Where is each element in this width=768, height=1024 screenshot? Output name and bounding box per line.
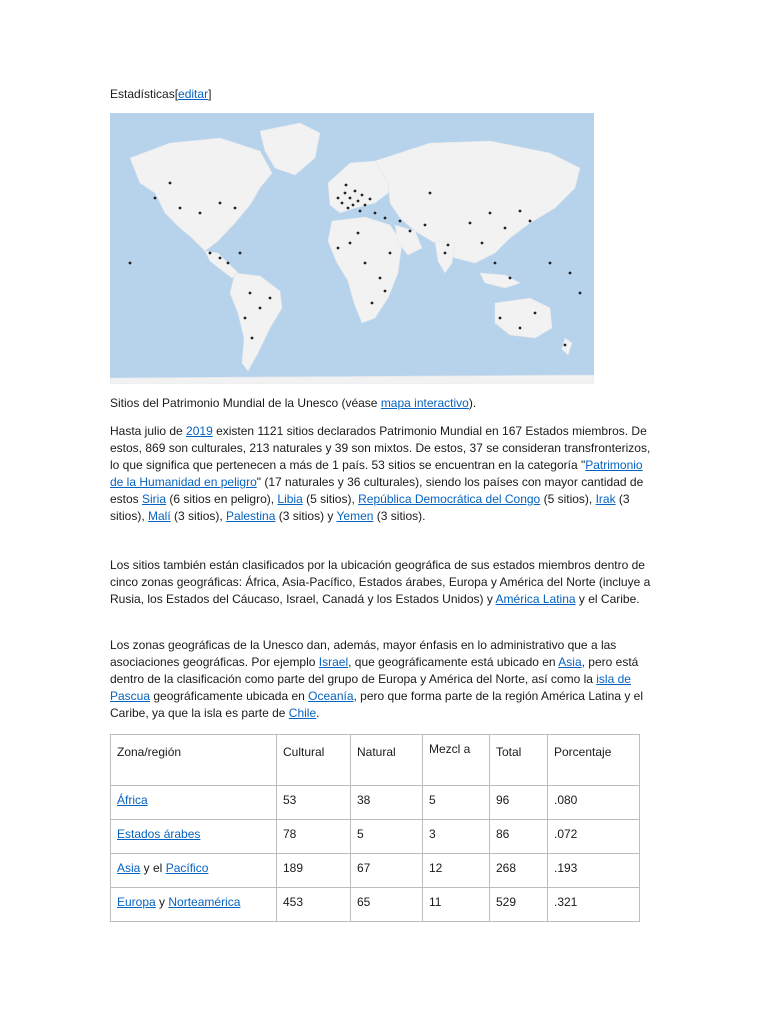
cell-pct: .080 (548, 786, 640, 820)
cell-pct: .193 (548, 854, 640, 888)
header-natural: Natural (351, 735, 423, 786)
header-mezcla: Mezcl a (423, 735, 490, 786)
cell-zone: Europa y Norteamérica (111, 888, 277, 922)
world-heritage-map (110, 113, 594, 384)
cell-mixto: 5 (423, 786, 490, 820)
link-siria[interactable]: Siria (142, 492, 167, 506)
link-mali[interactable]: Malí (148, 509, 171, 523)
heading-text: Estadísticas (110, 87, 175, 101)
table-row (111, 888, 640, 922)
link-america-latina[interactable]: América Latina (495, 592, 576, 606)
cell-cultural: 453 (277, 888, 351, 922)
cell-mixto: 3 (423, 820, 490, 854)
map-caption: Sitios del Patrimonio Mundial de la Unesco (véase mapa interactivo). (110, 396, 477, 410)
cell-zone (111, 786, 277, 820)
paragraph-stats: Hasta julio de 2019 existen 1121 sitios declarados Patrimonio Mundial en 167 Estados miembros. De estos, 869 son culturales, 213 naturales y 39 son mixtos. De estos, 37 se consideran transfronterizos, lo que significa que pertenecen a más de 1 país. 53 sitios se encuentran en la categoría "Patrimonio de la Humanidad en peligro" (17 naturales y 36 culturales), siendo los países con mayor cantidad de estos Siria (6 sitios en peligro), Libia (5 sitios), República Democrática del Congo (5 sitios), Irak (3 sitios), Malí (3 sitios), Palestina (3 sitios) y Yemen (3 sitios). (110, 424, 651, 523)
table-row (111, 854, 640, 888)
link-norteamerica[interactable]: Norteamérica (168, 895, 241, 909)
link-yemen[interactable]: Yemen (336, 509, 374, 523)
cell-mixto: 11 (423, 888, 490, 922)
table-row (111, 786, 640, 820)
link-libia[interactable]: Libia (277, 492, 303, 506)
cell-zone (111, 820, 277, 854)
cell-pct: .072 (548, 820, 640, 854)
cell-total: 268 (490, 854, 548, 888)
link-pacifico[interactable]: Pacífico (165, 861, 209, 875)
header-cultural: Cultural (277, 735, 351, 786)
cell-natural: 65 (351, 888, 423, 922)
link-oceania[interactable]: Oceanía (308, 689, 354, 703)
cell-total: 529 (490, 888, 548, 922)
link-chile[interactable]: Chile (288, 706, 317, 720)
link-palestina[interactable]: Palestina (226, 509, 276, 523)
link-irak[interactable]: Irak (595, 492, 616, 506)
link-patrimonio-peligro[interactable]: Patrimonio de la Humanidad en peligro (110, 458, 643, 489)
cell-cultural: 78 (277, 820, 351, 854)
paragraph-zones: Los sitios también están clasificados por la ubicación geográfica de sus estados miembros dentro de cinco zonas geográficas: África, Asia-Pacífico, Estados árabes, Europa y América del Norte (incluye a Rusia, los Estados del Cáucaso, Israel, Canadá y los Estados Unidos) y América Latina y el Caribe. (110, 558, 651, 606)
link-europa[interactable]: Europa (117, 895, 156, 909)
link-africa[interactable]: África (117, 793, 148, 807)
header-porcentaje: Porcentaje (548, 735, 640, 786)
link-estados-arabes[interactable]: Estados árabes (117, 827, 201, 841)
header-zona: Zona/región (111, 735, 277, 786)
cell-natural: 5 (351, 820, 423, 854)
edit-link[interactable]: editar (178, 87, 209, 101)
link-rd-congo[interactable]: República Democrática del Congo (358, 492, 541, 506)
cell-total: 96 (490, 786, 548, 820)
link-2019[interactable]: 2019 (186, 424, 213, 438)
cell-natural: 38 (351, 786, 423, 820)
cell-cultural: 189 (277, 854, 351, 888)
table-row (111, 820, 640, 854)
cell-zone: Asia y el Pacífico (111, 854, 277, 888)
cell-natural: 67 (351, 854, 423, 888)
cell-cultural: 53 (277, 786, 351, 820)
world-map-graphic (110, 113, 594, 384)
cell-total: 86 (490, 820, 548, 854)
link-isla-de-pascua[interactable]: isla de Pascua (110, 672, 631, 703)
table-header-row (111, 735, 640, 786)
link-israel[interactable]: Israel (318, 655, 349, 669)
heritage-zones-table (110, 734, 640, 922)
interactive-map-link[interactable]: mapa interactivo (380, 396, 469, 410)
cell-mixto: 12 (423, 854, 490, 888)
link-asia-region[interactable]: Asia (117, 861, 141, 875)
cell-pct: .321 (548, 888, 640, 922)
paragraph-admin: Los zonas geográficas de la Unesco dan, además, mayor énfasis en lo administrativo que a las asociaciones geográficas. Por ejemplo Israel, que geográficamente está ubicado en Asia, pero está dentro de la clasificación como parte del grupo de Europa y América del Norte, así como la isla de Pascua geográficamente ubicada en Oceanía, pero que forma parte de la región América Latina y el Caribe, ya que la isla es parte de Chile. (110, 638, 644, 720)
header-total: Total (490, 735, 548, 786)
section-heading: Estadísticas[editar] (110, 87, 212, 101)
link-asia[interactable]: Asia (558, 655, 582, 669)
